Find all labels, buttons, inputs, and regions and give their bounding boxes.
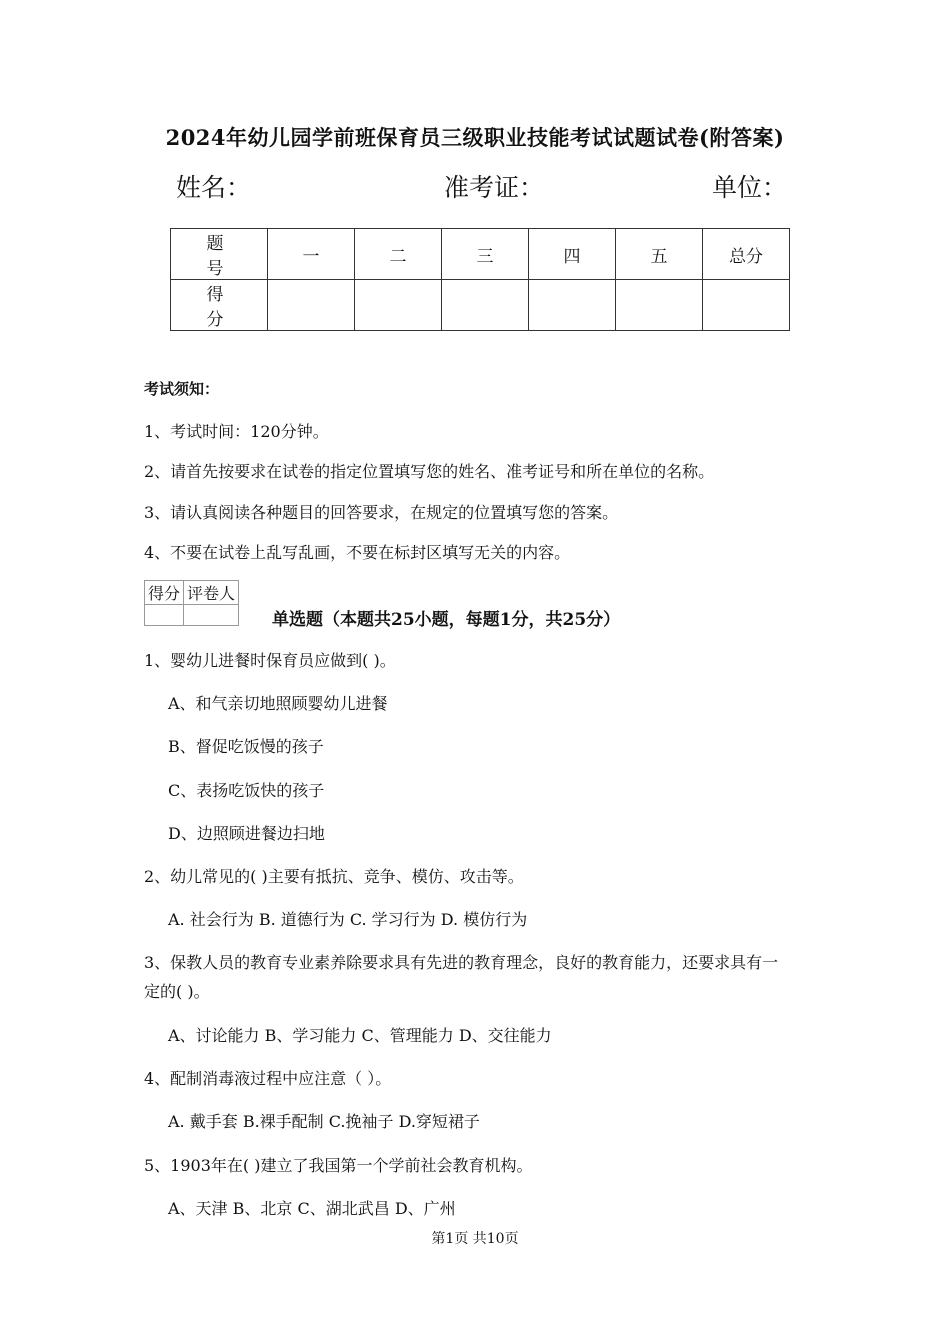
question-4-options: A. 戴手套 B.裸手配制 C.挽袖子 D.穿短裙子 <box>168 1112 480 1131</box>
score-table <box>170 228 790 331</box>
section-2-header: 二 <box>355 229 442 280</box>
notice-item: 3、请认真阅读各种题目的回答要求，在规定的位置填写您的答案。 <box>144 503 619 522</box>
score-cell-3[interactable] <box>442 280 529 331</box>
question-5-stem: 5、1903年在( )建立了我国第一个学前社会教育机构。 <box>144 1156 533 1175</box>
grader-score-label: 得分 <box>145 581 184 605</box>
score-cell-1[interactable] <box>268 280 355 331</box>
score-table-score-row <box>171 280 790 331</box>
question-3-options: A、讨论能力 B、学习能力 C、管理能力 D、交往能力 <box>168 1026 552 1045</box>
section-title: 单选题（本题共25小题，每题1分，共25分） <box>272 610 621 630</box>
document-title: 2024年幼儿园学前班保育员三级职业技能考试试题试卷(附答案) <box>165 125 785 150</box>
score-cell-5[interactable] <box>616 280 703 331</box>
question-1-option-a: A、和气亲切地照顾婴幼儿进餐 <box>168 694 388 713</box>
total-header: 总分 <box>703 229 790 280</box>
question-1-option-d: D、边照顾进餐边扫地 <box>168 824 325 843</box>
question-number-header: 题 号 <box>171 229 268 280</box>
section-5-header: 五 <box>616 229 703 280</box>
question-3-stem: 3、保教人员的教育专业素养除要求具有先进的教育理念，良好的教育能力，还要求具有一 <box>144 953 779 972</box>
notice-item: 1、考试时间：120分钟。 <box>144 422 329 441</box>
score-cell-2[interactable] <box>355 280 442 331</box>
grader-reviewer-cell[interactable] <box>184 605 239 626</box>
section-4-header: 四 <box>529 229 616 280</box>
question-3-stem-cont: 定的( )。 <box>144 982 210 1001</box>
page-footer: 第1页 共10页 <box>431 1231 519 1247</box>
notice-item: 2、请首先按要求在试卷的指定位置填写您的姓名、准考证号和所在单位的名称。 <box>144 462 715 481</box>
score-cell-4[interactable] <box>529 280 616 331</box>
question-2-options: A. 社会行为 B. 道德行为 C. 学习行为 D. 模仿行为 <box>168 910 528 929</box>
score-cell-total[interactable] <box>703 280 790 331</box>
grader-score-cell[interactable] <box>145 605 184 626</box>
section-3-header: 三 <box>442 229 529 280</box>
unit-field-label: 单位： <box>712 173 788 202</box>
score-row-label: 得 分 <box>171 280 268 331</box>
score-table-header-row <box>171 229 790 280</box>
question-5-options: A、天津 B、北京 C、湖北武昌 D、广州 <box>168 1199 456 1218</box>
question-1-option-c: C、表扬吃饭快的孩子 <box>168 781 325 800</box>
question-1-stem: 1、婴幼儿进餐时保育员应做到( )。 <box>144 651 396 670</box>
grader-reviewer-label: 评卷人 <box>184 581 239 605</box>
name-field-label: 姓名： <box>176 173 252 202</box>
exam-id-field-label: 准考证： <box>444 173 545 202</box>
grader-box <box>144 580 239 626</box>
notice-item: 4、不要在试卷上乱写乱画，不要在标封区填写无关的内容。 <box>144 543 571 562</box>
question-1-option-b: B、督促吃饭慢的孩子 <box>168 737 324 756</box>
question-2-stem: 2、幼儿常见的( )主要有抵抗、竞争、模仿、攻击等。 <box>144 867 524 886</box>
notice-heading: 考试须知： <box>144 380 220 398</box>
section-1-header: 一 <box>268 229 355 280</box>
question-4-stem: 4、配制消毒液过程中应注意（ ）。 <box>144 1069 392 1088</box>
